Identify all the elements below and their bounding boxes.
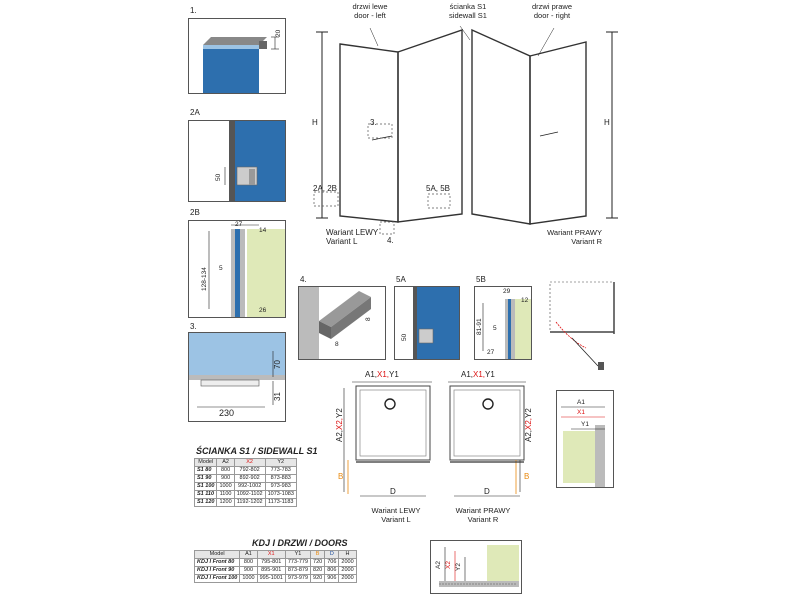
detail-2b-dim-5: 5	[219, 265, 223, 272]
detail-2b-dim-range: 128-134	[201, 267, 208, 291]
plan-variant-left-pl: Wariant LEWY	[371, 506, 421, 515]
plan-variant-right-pl: Wariant PRAWY	[455, 506, 511, 515]
doors-cell-d: 806	[325, 567, 339, 575]
height-label-left: H	[312, 118, 318, 127]
detail-5b-dim-5: 5	[493, 325, 497, 332]
doors-cell-x1: 795-801	[257, 559, 285, 567]
sidewall-cell-a2: 1200	[217, 499, 234, 507]
doors-cell-h: 2000	[339, 575, 356, 583]
doors-cell-b: 820	[311, 567, 325, 575]
corner-detail-frame	[556, 390, 614, 488]
doors-th-model: Model	[195, 551, 240, 559]
doors-th-b: B	[311, 551, 325, 559]
plan-right-side-dim-y2: Y2	[524, 408, 533, 418]
sidewall-cell-y2: 873-883	[265, 475, 296, 483]
plan-right-side-dim-x2: X2,	[524, 417, 533, 430]
doors-cell-a1: 1000	[240, 575, 257, 583]
sidewall-cell-x2: 1092-1102	[234, 491, 265, 499]
doors-th-h: H	[339, 551, 356, 559]
doors-cell-model: KDJ I Front 90	[195, 567, 240, 575]
variant-right-en: Variant R	[571, 237, 602, 246]
sidewall-cell-y2: 1173-1183	[265, 499, 296, 507]
detail-5a-frame	[394, 286, 460, 360]
detail-5b-label: 5B	[476, 275, 486, 284]
detail-3-drawing	[189, 333, 285, 421]
corner-detail-y1: Y1	[581, 421, 589, 428]
doors-cell-model: KDJ I Front 80	[195, 559, 240, 567]
sidewall-cell-model: S1 110	[195, 491, 217, 499]
sidewall-th-x2: X2	[234, 459, 265, 467]
sidewall-cell-x2: 892-902	[234, 475, 265, 483]
sidewall-cell-a2: 1100	[217, 491, 234, 499]
detail-1-drawing	[189, 19, 285, 93]
detail-1-label: 1.	[190, 6, 197, 15]
callout-5a-5b: 5A, 5B	[426, 184, 451, 193]
detail-4-dim-vertical: 8	[365, 317, 372, 321]
callout-3: 3.	[370, 118, 377, 127]
detail-5a-dim: 50	[401, 333, 408, 341]
plan-right-top-dim-y1: Y1	[485, 370, 495, 379]
plan-left-top-dim-y1: Y1	[389, 370, 399, 379]
sidewall-table-header-row	[195, 459, 297, 467]
door-right-label-en: door - right	[533, 11, 571, 20]
sidewall-cell-a2: 900	[217, 475, 234, 483]
plan-right-top-dim-x1: X1,	[473, 370, 486, 379]
detail-2a-frame	[188, 120, 286, 202]
table-row	[195, 499, 297, 507]
sidewall-cell-model: S1 100	[195, 483, 217, 491]
doors-th-y1: Y1	[285, 551, 310, 559]
detail-2b-dim-27: 27	[235, 221, 243, 228]
detail-2a-drawing	[189, 121, 285, 201]
detail-5b-dim-29: 29	[503, 288, 511, 295]
doors-cell-d: 906	[325, 575, 339, 583]
table-row	[195, 475, 297, 483]
detail-5b-dim-12: 12	[521, 297, 529, 304]
doors-cell-y1: 973-979	[285, 575, 310, 583]
doors-cell-x1: 895-901	[257, 567, 285, 575]
detail-2b-frame	[188, 220, 286, 318]
detail-5b-dim-range: 81-91	[476, 318, 483, 335]
detail-4-frame	[298, 286, 386, 360]
sidewall-th-y2: Y2	[265, 459, 296, 467]
doors-cell-h: 2000	[339, 559, 356, 567]
detail-4-label: 4.	[300, 275, 307, 284]
sidewall-label-en: sidewall S1	[449, 11, 487, 20]
plan-right-b-label: B	[524, 472, 530, 481]
detail-5a-label: 5A	[396, 275, 406, 284]
door-left-label-en: door - left	[354, 11, 386, 20]
plan-right-side-dim-a2: A2,	[524, 429, 533, 442]
plan-variant-right-en: Variant R	[467, 515, 499, 524]
variant-right-pl: Wariant PRAWY	[547, 228, 602, 237]
doors-detail-frame	[430, 540, 522, 594]
variant-left-pl: Wariant LEWY	[326, 228, 379, 237]
doors-table	[194, 550, 357, 583]
callout-2a-2b: 2A, 2B	[313, 184, 338, 193]
sidewall-cell-a2: 1000	[217, 483, 234, 491]
detail-4-dim-horizontal: 8	[335, 341, 339, 348]
sidewall-th-a2: A2	[217, 459, 234, 467]
doors-cell-y1: 773-779	[285, 559, 310, 567]
doors-detail-y2: Y2	[455, 563, 462, 571]
doors-cell-model: KDJ I Front 100	[195, 575, 240, 583]
table-row	[195, 467, 297, 475]
detail-5b-frame	[474, 286, 532, 360]
door-right-label-pl: drzwi prawe	[531, 2, 572, 11]
doors-cell-a1: 800	[240, 559, 257, 567]
corner-detail-drawing	[557, 391, 613, 487]
detail-4-drawing	[299, 287, 385, 359]
callout-4: 4.	[387, 236, 394, 245]
detail-5a-drawing	[395, 287, 459, 359]
sidewall-cell-y2: 1073-1083	[265, 491, 296, 499]
doors-th-d: D	[325, 551, 339, 559]
detail-2a-dim: 50	[215, 173, 222, 181]
sidewall-cell-x2: 992-1002	[234, 483, 265, 491]
plan-right-d-label: D	[484, 487, 490, 496]
corner-detail-a1: A1	[577, 399, 585, 406]
plan-variant-left-en: Variant L	[381, 515, 411, 524]
doors-cell-a1: 900	[240, 567, 257, 575]
sidewall-cell-model: S1 80	[195, 467, 217, 475]
doors-th-a1: A1	[240, 551, 257, 559]
detail-2b-dim-26: 26	[259, 307, 267, 314]
detail-3-dim-230: 230	[219, 408, 235, 418]
variant-left-en: Variant L	[326, 237, 358, 246]
plan-left-b-label: B	[338, 472, 344, 481]
sidewall-cell-a2: 800	[217, 467, 234, 475]
plan-left-d-label: D	[390, 487, 396, 496]
table-row	[195, 575, 357, 583]
detail-2b-dim-14: 14	[259, 227, 267, 234]
plan-left-side-dim-x2: X2,	[335, 417, 344, 430]
sidewall-cell-y2: 773-783	[265, 467, 296, 475]
doors-cell-x1: 995-1001	[257, 575, 285, 583]
detail-3-label: 3.	[190, 322, 197, 331]
sidewall-table	[194, 458, 297, 507]
doors-detail-x2: X2	[445, 561, 452, 569]
sidewall-cell-x2: 1192-1202	[234, 499, 265, 507]
detail-1-dim: 20	[275, 29, 282, 37]
detail-2b-label: 2B	[190, 208, 200, 217]
detail-3-dim-70: 70	[273, 360, 282, 369]
plan-left-top-dim-x1: X1,	[377, 370, 390, 379]
doors-cell-y1: 873-879	[285, 567, 310, 575]
detail-5b-dim-27: 27	[487, 349, 495, 356]
table-row	[195, 483, 297, 491]
doors-table-title: KDJ I DRZWI / DOORS	[252, 538, 348, 548]
sidewall-table-title: ŚCIANKA S1 / SIDEWALL S1	[196, 446, 318, 456]
plan-left-side-dim-a2: A2,	[335, 429, 344, 442]
door-left-label-pl: drzwi lewe	[352, 2, 388, 11]
plan-left-top-dim-a1: A1,	[365, 370, 378, 379]
doors-detail-a2: A2	[435, 561, 442, 569]
sidewall-cell-model: S1 90	[195, 475, 217, 483]
sidewall-th-model: Model	[195, 459, 217, 467]
doors-cell-b: 720	[311, 559, 325, 567]
doors-th-x1: X1	[257, 551, 285, 559]
plan-left-side-dim-y2: Y2	[335, 408, 344, 418]
detail-2a-label: 2A	[190, 108, 200, 117]
sidewall-cell-model: S1 120	[195, 499, 217, 507]
corner-detail-x1: X1	[577, 409, 585, 416]
table-row	[195, 567, 357, 575]
detail-3-dim-31: 31	[273, 392, 282, 401]
sidewall-label-pl: ścianka S1	[449, 2, 487, 11]
detail-3-frame	[188, 332, 286, 422]
sidewall-cell-y2: 973-983	[265, 483, 296, 491]
doors-cell-d: 706	[325, 559, 339, 567]
height-label-right: H	[604, 118, 610, 127]
table-row	[195, 559, 357, 567]
doors-cell-h: 2000	[339, 567, 356, 575]
sidewall-cell-x2: 792-802	[234, 467, 265, 475]
doors-table-header-row	[195, 551, 357, 559]
plan-right-top-dim-a1: A1,	[461, 370, 474, 379]
doors-cell-b: 920	[311, 575, 325, 583]
detail-1-frame	[188, 18, 286, 94]
table-row	[195, 491, 297, 499]
